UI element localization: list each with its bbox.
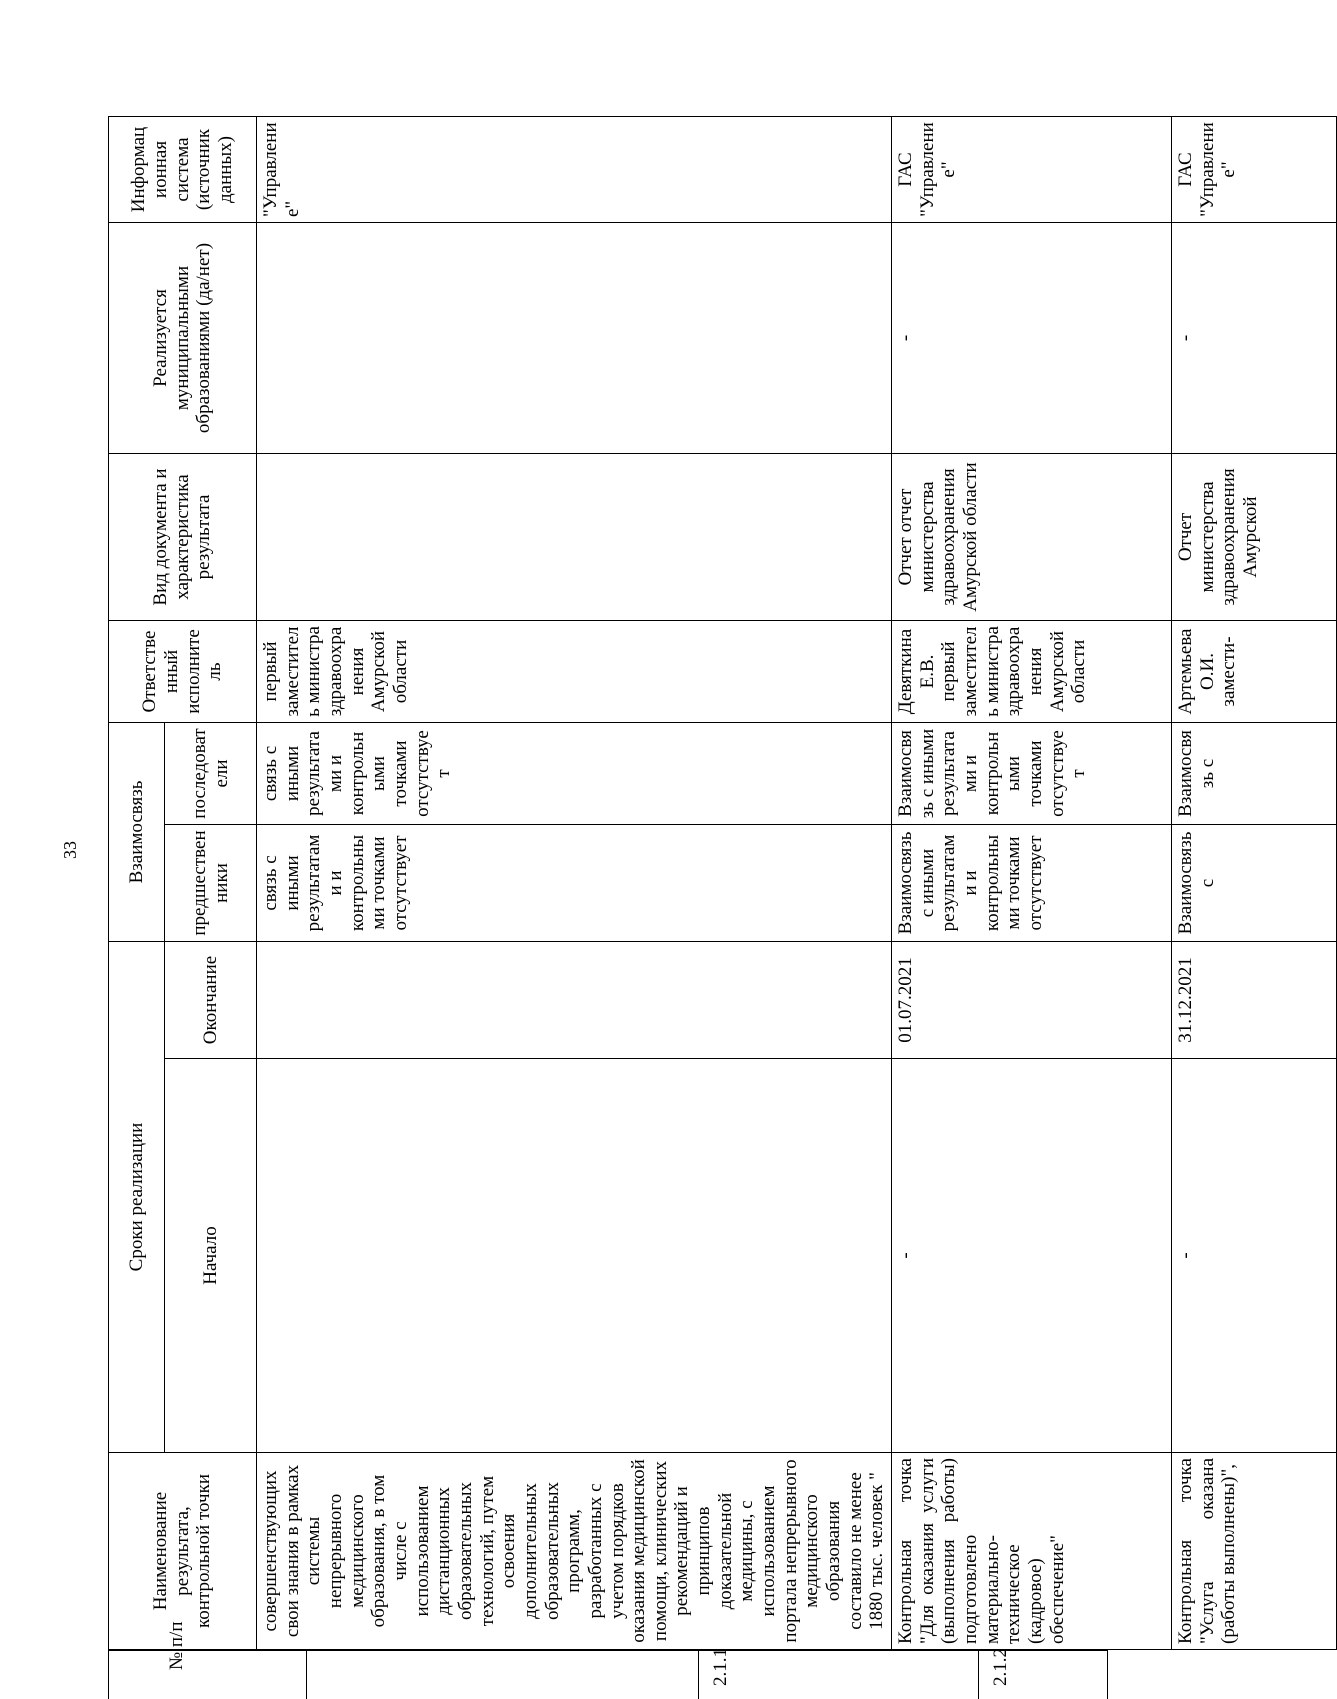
cell-successors: связь с иными результатами и контрольными точками отсутствует bbox=[257, 723, 892, 825]
cell-doc: Отчет отчет министерства здравоохранения Амурской области bbox=[892, 454, 1172, 621]
header-predecessors: предшественники bbox=[165, 825, 257, 942]
cell-predecessors: связь с иными результатами и контрольными точками отсутствует bbox=[257, 825, 892, 942]
num-column-divider bbox=[1107, 1650, 1108, 1699]
cell-doc: Отчет министерства здравоохранения Амурской bbox=[1172, 454, 1337, 621]
header-relation: Взаимосвязь bbox=[109, 723, 165, 942]
cell-municipal: - bbox=[892, 223, 1172, 454]
cell-responsible: Артемьева О.И. замести- bbox=[1172, 621, 1337, 723]
cell-info-system: "Управление" bbox=[257, 117, 892, 223]
header-successors: последователи bbox=[165, 723, 257, 825]
header-dates: Сроки реализации bbox=[109, 942, 165, 1453]
cell-start bbox=[257, 1059, 892, 1453]
cell-municipal bbox=[257, 223, 892, 454]
cell-responsible: Девяткина Е.В. первый заместитель министра здравоохранения Амурской области bbox=[892, 621, 1172, 723]
header-responsible: Ответственный исполнитель bbox=[109, 621, 257, 723]
num-column-divider bbox=[306, 1650, 307, 1699]
cell-successors: Взаимосвязь с иными результатами и контрольными точками отсутствует bbox=[892, 723, 1172, 825]
cell-start: - bbox=[892, 1059, 1172, 1453]
cell-municipal: - bbox=[1172, 223, 1337, 454]
cell-start: - bbox=[1172, 1059, 1337, 1453]
num-column-top-border bbox=[108, 1650, 1108, 1651]
cell-successors: Взаимосвязь с bbox=[1172, 723, 1337, 825]
num-column-divider bbox=[698, 1650, 699, 1699]
header-num-label: № п/п bbox=[166, 1621, 187, 1670]
num-column-divider bbox=[978, 1650, 979, 1699]
page-number: 33 bbox=[60, 841, 80, 859]
num-column-divider bbox=[108, 1650, 109, 1699]
header-doc: Вид документа и характеристика результата bbox=[109, 454, 257, 621]
header-municipal: Реализуется муниципальными образованиями (да/нет) bbox=[109, 223, 257, 454]
cell-end: 31.12.2021 bbox=[1172, 942, 1337, 1059]
cell-num: 2.1.2 bbox=[990, 1648, 1011, 1686]
cell-name: Контрольная точка "Услуга оказана (работы выполнены)", bbox=[1172, 1453, 1337, 1650]
cell-name: Контрольная точка "Для оказания услуги (выполнения работы) подготовлено материально-техническое (кадровое) обеспечение" bbox=[892, 1453, 1172, 1650]
cell-doc bbox=[257, 454, 892, 621]
cell-predecessors: Взаимосвязь с bbox=[1172, 825, 1337, 942]
table-row bbox=[1172, 35, 1337, 1650]
header-name: Наименование результата, контрольной точки bbox=[109, 1453, 257, 1650]
cell-end: 01.07.2021 bbox=[892, 942, 1172, 1059]
header-start: Начало bbox=[165, 1059, 257, 1453]
header-info-system: Информационная система (источник данных) bbox=[109, 117, 257, 223]
cell-predecessors: Взаимосвязь с иными результатами и контрольными точками отсутствует bbox=[892, 825, 1172, 942]
cell-responsible: первый заместитель министра здравоохранения Амурской области bbox=[257, 621, 892, 723]
cell-info-system: ГАС "Управление" bbox=[1172, 117, 1337, 223]
cell-info-system: ГАС "Управление" bbox=[892, 117, 1172, 223]
cell-end bbox=[257, 942, 892, 1059]
header-end: Окончание bbox=[165, 942, 257, 1059]
row-number-column bbox=[108, 1397, 1108, 1697]
cell-num: 2.1.1 bbox=[710, 1648, 731, 1686]
cell-name: совершенствующих свои знания в рамках системы непрерывного медицинского образования, в том числе с использованием дистанционных образовательных технологий, путем освоения дополнительных образовательных программ, разработанных с учетом порядков оказания медицинской помощи, клинических рекомендаций и принципов доказательной медицины, с использованием портала непрерывного медицинского образования составило не менее 1880 тыс. человек " bbox=[257, 1453, 892, 1650]
